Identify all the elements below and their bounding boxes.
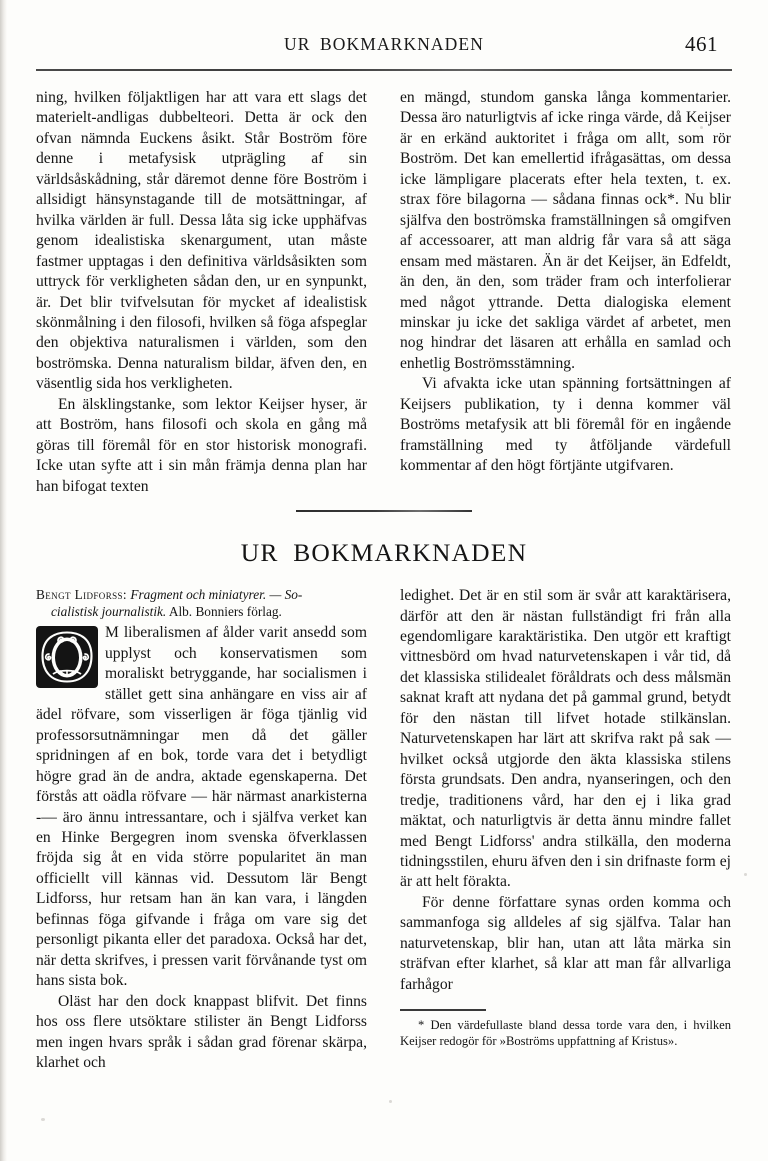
paragraph: En älsklingstanke, som lektor Keijser hyser, är att Boström, hans filosofi och skola en gång må göras till föremål för en stor historisk monografi. Icke utan syfte att i sin mån främja denna plan har han bifogat texten — [36, 395, 367, 495]
book-publisher: Alb. Bonniers förlag. — [168, 604, 282, 620]
top-article-right-column — [400, 88, 731, 497]
decorative-initial-o-icon — [36, 626, 98, 688]
section-title: UR BOKMARKNADEN — [240, 538, 528, 568]
paragraph: M liberalismen af ålder varit ansedd som upplyst och konservatismen som moraliskt betryggande, har socialismen i stället gett sina anhängare en viss air af ädel röfvare, som visserligen är föga tjänlig vid professorsutnämningar men då det gäller spridningen af en bok, torde vara det i betydligt högre grad än de andra, aktade egenskaperna. Det förstås att oädla röfvare — här närmast anarkisterna -— äro ännu intressantare, och i själfva verket kan en Hinke Bergegren inom svenska öfverklassen fröjda sig åt en vida större popularitet än man officiellt vill kännas vid. Dessutom lär Bengt Lidforss, hur retsam han än kan vara, i längden befinnas föga gifvande i fråga om vare sig det personligt pikanta eller det paradoxa. Också har det, när detta skrifves, i pressen varit förvånande tyst om hans sista bok. — [36, 624, 367, 990]
scan-speck — [41, 1118, 45, 1121]
top-article-left-column — [36, 88, 367, 497]
paragraph: Vi afvakta icke utan spänning fortsättningen af Keijsers publikation, ty i denna kommer väl Boströms metafysik att bli föremål för en ingående framställning med ty åtföljande värdefull kommentar af den högt förtjänte utgifvaren. — [400, 375, 731, 475]
footnote-text: * Den värdefullaste bland dessa torde vara den, i hvilken Keijser redogör för »Boströms uppfattning af Kristus». — [400, 1017, 731, 1049]
bottom-article-columns — [36, 586, 732, 1073]
bottom-article-left-column — [36, 586, 367, 1073]
header-rule — [36, 69, 732, 71]
top-article-columns — [36, 88, 732, 497]
book-title-line2: cialistisk journalistik. — [51, 604, 167, 620]
paragraph: För denne författare synas orden komma och sammanfoga sig alldeles af sig själfva. Talar han naturvetenskap, blir han, utan att låta märka sin sträfvan efter klarhet, så klar att man får allvarliga farhågor — [400, 893, 731, 993]
page-content — [36, 34, 732, 1073]
paragraph: en mängd, stundom ganska långa kommentarier. Dessa äro naturligtvis af icke ringa värde, då Keijser är en erkänd auktoritet i fråga om allt, som rör Boström. Det kan emellertid ifrågasättas, om dessa icke lämpligare placerats efter hela texten, t. ex. strax före bilagorna — sådana finnas ock*. Nu blir själfva den boströmska framställningen så omgifven af accessoarer, att man aldrig får vara så att säga ensam med mästaren. Än är det Keijser, än Edfeldt, än den, än den, som träder fram och interfolierar med något yttrande. Detta dialogiska element minskar ju icke det sakliga värdet af arbetet, men nog hindrar det läsaren att erhålla en samlad och enhetlig Boströmsstämning. — [400, 89, 731, 372]
book-author: Bengt Lidforss: — [36, 587, 128, 603]
paragraph: Oläst har den dock knappast blifvit. Det finns hos oss flere utsöktare stilister än Bengt Lidforss men ingen hvars språk i sådan grad förenar skärpa, klarhet och — [36, 992, 367, 1071]
scan-edge — [0, 0, 7, 1161]
scan-speck — [389, 1100, 392, 1103]
section-divider — [36, 510, 732, 512]
footnote-rule — [400, 1009, 486, 1011]
book-reference-line2 — [36, 603, 367, 620]
paragraph: ning, hvilken följaktligen har att vara ett slags det materielt-andligas dubbelteori. Detta är ock den ofvan nämnda Euckens åsikt. Står Boström före denne i metafysisk utprägling af sin världsåskådning, står däremot denne före Boström i allsidigt hänsynstagande till de motsättningar, af hvilka världen är full. Dessa låta sig icke upphäfvas genom idealistiska skenargument, utan måste fastmer upptagas i den definitiva världsåsikten som uttryck för verkligheten sådan den, ur en synpunkt, är. Det blir tvifvelsutan för mycket af idealistisk skönmålning i den filosofi, hvilken så föga afspeglar den objektiva naturalismen i världen, som den boströmska. Denna naturalism bildar, äfven den, en väsentlig sida hos verkligheten. — [36, 89, 367, 393]
divider-rule — [296, 510, 472, 512]
running-head-title: UR BOKMARKNADEN — [284, 34, 484, 54]
page-number: 461 — [685, 32, 718, 56]
paragraph: ledighet. Det är en stil som är svår att karaktärisera, därför att den är nästan fullständigt fri från alla egendomligare karaktäristika. Den utgör ett kraftigt vittnesbörd om hvad naturvetenskapen i vår tid, då det klassiska stilidealet föråldrats och dess målsmän saknat kraft att nydana det på gammal grund, betydt för den nästan till lifvet hotade stilkänslan. Naturvetenskapen har lärt att skrifva rakt på sak — hvilket också utgjorde den äkta klassiska stilens första grundsats. Den andra, nyanseringen, och den tredje, traditionens vård, har den ej i lika grad mäktat, och naturligtvis är detta ännu mindre fallet med Bengt Lidforss' andra stilkälla, den moderna tidningsstilen, ehuru äfven den i sin drifnaste form ej är att helt förakta. — [400, 587, 731, 891]
scan-speck — [744, 873, 747, 876]
running-head — [36, 34, 732, 64]
book-reference — [36, 586, 367, 620]
footnote-block — [400, 1009, 731, 1049]
bottom-article-right-column — [400, 586, 731, 1073]
book-title-line1: Fragment och miniatyrer. — So- — [130, 587, 303, 603]
